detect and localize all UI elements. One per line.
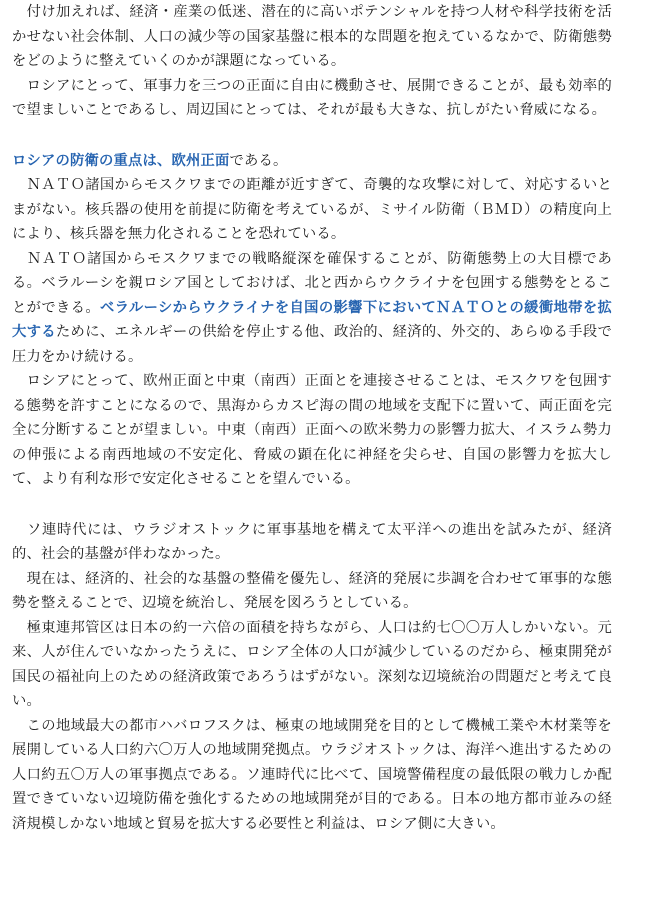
section-gap [12,123,612,149]
paragraph-text: ために、エネルギーの供給を停止する他、政治的、経済的、外交的、あらゆる手段で圧力をかけ続ける。 [12,324,612,365]
paragraph-9: 極東連邦管区は日本の約一六倍の面積を持ちながら、人口は約七〇〇万人しかいない。元来、人が住んでいなかったうえに、ロシア全体の人口が減少しているのだから、極東開発が国民の福祉向上のための経済政策であろうはずがない。深刻な辺境統治の問題だと考えて良い。 [12,619,612,709]
paragraph-3 [12,149,612,174]
document-body [12,0,612,836]
paragraph-text: である。 [229,152,288,169]
highlight-text: ベラルーシからウクライナを自国の影響下においてＮＡＴＯとの緩衝地帯を拡大する [12,299,612,340]
paragraph-4: ＮＡＴＯ諸国からモスクワまでの距離が近すぎて、奇襲的な攻撃に対して、対応するいとまがない。核兵器の使用を前提に防衛を考えているが、ミサイル防衛（ＢＭＤ）の精度向上により、核兵器を無力化されることを恐れている。 [12,177,612,242]
highlight-text: ロシアの防衛の重点は、欧州正面 [12,152,230,169]
paragraph-7: ソ連時代には、ウラジオストックに軍事基地を構えて太平洋への進出を試みたが、経済的、社会的基盤が伴わなかった。 [12,521,612,562]
paragraph-8: 現在は、経済的、社会的な基盤の整備を優先し、経済的発展に歩調を合わせて軍事的な態勢を整えることで、辺境を統治し、発展を図ろうとしている。 [12,570,612,611]
paragraph-1: 付け加えれば、経済・産業の低迷、潜在的に高いポテンシャルを持つ人材や科学技術を活かせない社会体制、人口の減少等の国家基盤に根本的な問題を抱えているなかで、防衛態勢をどのように整えていくのかが課題になっている。 [12,4,612,69]
paragraph-2: ロシアにとって、軍事力を三つの正面に自由に機動させ、展開できることが、最も効率的で望ましいことであるし、周辺国にとっては、それが最も大きな、抗しがたい脅威になる。 [12,77,612,118]
paragraph-5 [12,247,612,370]
paragraph-text: ＮＡＴＯ諸国からモスクワまでの戦略縦深を確保することが、防衛態勢上の大目標である。ベラルーシを親ロシア国としておけば、北と西からウクライナを包囲する態勢をとることができる。 [12,250,612,316]
paragraph-6: ロシアにとって、欧州正面と中東（南西）正面とを連接させることは、モスクワを包囲する態勢を許すことになるので、黒海からカスピ海の間の地域を支配下に置いて、両正面を完全に分断することが望ましい。中東（南西）正面への欧米勢力の影響力拡大、イスラム勢力の伸張による南西地域の不安定化、脅威の顕在化に神経を尖らせ、自国の影響力を拡大して、より有利な形で安定化させることを望んでいる。 [12,373,612,487]
paragraph-10: この地域最大の都市ハバロフスクは、極東の地域開発を目的として機械工業や木材業等を展開している人口約六〇万人の地域開発拠点。ウラジオストックは、海洋へ進出するための人口約五〇万人の軍事拠点である。ソ連時代に比べて、国境警備程度の最低限の戦力しか配置できていない辺境防備を強化するための地域開発が目的である。日本の地方都市並みの経済規模しかない地域と貿易を拡大する必要性と利益は、ロシア側に大きい。 [12,717,612,832]
section-gap [12,492,612,518]
